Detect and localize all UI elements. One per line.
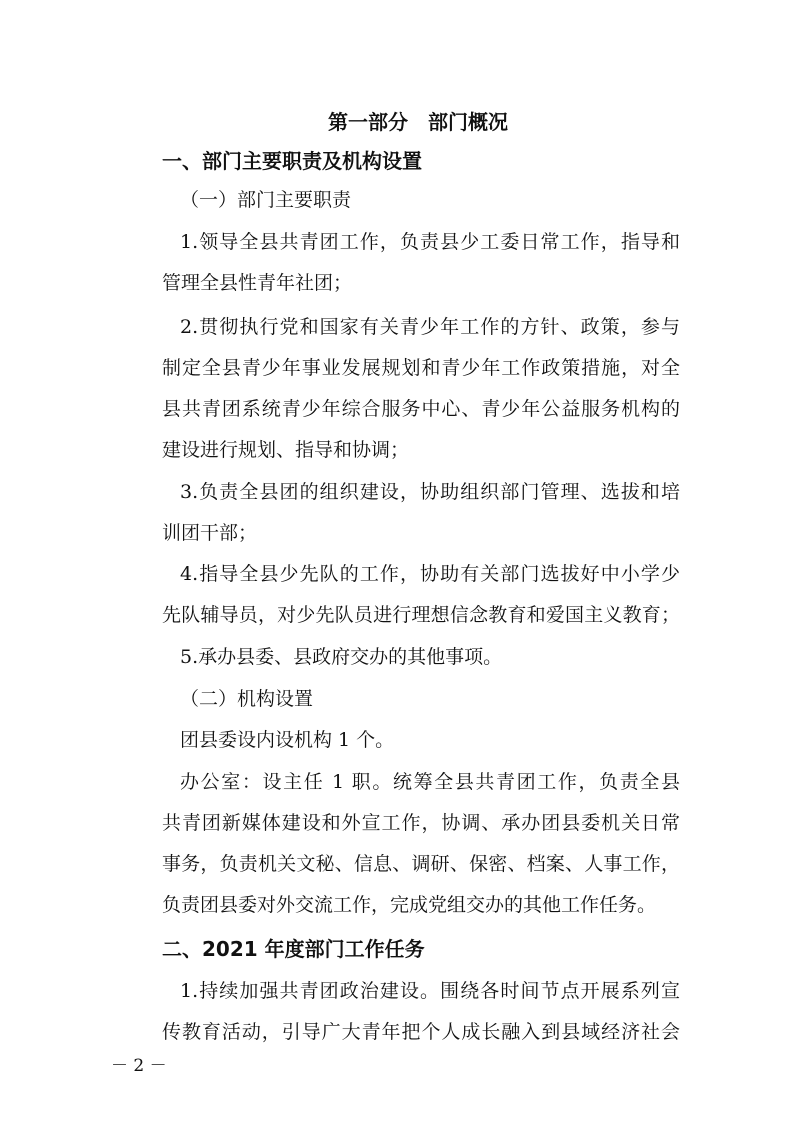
office-line-4: 负责团县委对外交流工作，完成党组交办的其他工作任务。: [162, 894, 657, 916]
duty-4-line-2: 先队辅导员，对少先队员进行理想信念教育和爱国主义教育；: [162, 604, 680, 626]
duty-3-line-1: 3.负责全县团的组织建设，协助组织部门管理、选拔和培: [180, 481, 680, 503]
office-line-2: 共青团新媒体建设和外宣工作，协调、承办团县委机关日常: [162, 812, 680, 834]
part-title: 第一部分 部门概况: [328, 110, 508, 134]
section-heading-1: 一、部门主要职责及机构设置: [162, 149, 422, 173]
duty-4-line-1: 4.指导全县少先队的工作，协助有关部门选拔好中小学少: [180, 563, 680, 585]
task-1-line-1: 1.持续加强共青团政治建设。围绕各时间节点开展系列宣: [180, 980, 680, 1002]
subsection-heading-duties: （一）部门主要职责: [180, 189, 352, 211]
duty-1-line-1: 1.领导全县共青团工作，负责县少工委日常工作，指导和: [180, 231, 680, 253]
org-summary: 团县委设内设机构 1 个。: [180, 729, 395, 751]
duty-1-line-2: 管理全县性青年社团；: [162, 272, 353, 294]
duty-2-line-2: 制定全县青少年事业发展规划和青少年工作政策措施，对全: [162, 357, 680, 379]
duty-2-line-3: 县共青团系统青少年综合服务中心、青少年公益服务机构的: [162, 398, 680, 420]
task-1-line-2: 传教育活动，引导广大青年把个人成长融入到县域经济社会: [162, 1021, 680, 1043]
office-line-1: 办公室：设主任 1 职。统筹全县共青团工作，负责全县: [180, 771, 680, 793]
subsection-heading-org: （二）机构设置: [180, 688, 314, 710]
page-number: － 2 －: [111, 1056, 167, 1076]
duty-2-line-4: 建设进行规划、指导和协调；: [162, 439, 410, 461]
duty-2-line-1: 2.贯彻执行党和国家有关青少年工作的方针、政策，参与: [180, 316, 680, 338]
office-line-3: 事务，负责机关文秘、信息、调研、保密、档案、人事工作，: [162, 853, 680, 875]
duty-5-line-1: 5.承办县委、县政府交办的其他事项。: [180, 646, 503, 668]
duty-3-line-2: 训团干部；: [162, 522, 258, 544]
section-heading-2: 二、2021 年度部门工作任务: [162, 937, 425, 961]
